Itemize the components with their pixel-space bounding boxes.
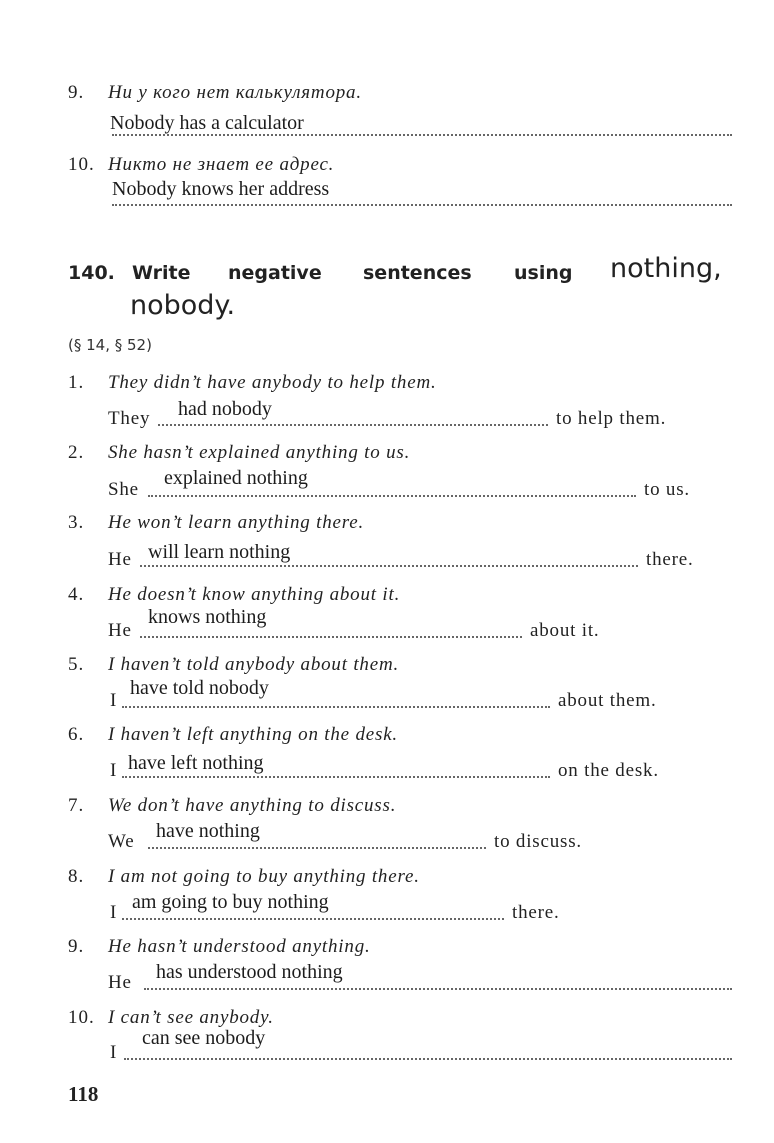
item-6-lead: I [110,760,118,781]
page-number: 118 [68,1082,99,1106]
item-2-dotted-line [148,495,636,497]
item-5-prompt: I haven’t told anybody about them. [108,654,400,675]
item-10-prompt: I can’t see anybody. [108,1007,274,1028]
item-8-prompt: I am not going to buy anything there. [108,866,420,887]
item-9-answer: has understood nothing [156,961,343,983]
item-4-dotted-line [140,636,522,638]
item-9-number: 9. [68,936,85,957]
item-3-answer: will learn nothing [148,541,291,563]
top-item-10-answer-line [112,204,732,206]
item-2-lead: She [108,479,139,500]
item-9-lead: He [108,972,132,993]
item-6-number: 6. [68,724,85,745]
item-6-answer: have left nothing [128,752,264,774]
item-5-dotted-line [122,706,550,708]
item-5-trail: about them. [558,690,657,711]
item-9-prompt: He hasn’t understood anything. [108,936,371,957]
item-10-number: 10. [68,1007,95,1028]
item-1-trail: to help them. [556,408,667,429]
item-7-number: 7. [68,795,85,816]
item-8-dotted-line [122,918,504,920]
item-4-trail: about it. [530,620,600,641]
keywords-line-1: nothing, [610,253,722,284]
top-item-9-prompt: Ни у кого нет калькулятора. [108,82,362,103]
item-2-number: 2. [68,442,85,463]
item-2-answer: explained nothing [164,467,308,489]
item-6-prompt: I haven’t left anything on the desk. [108,724,398,745]
top-item-9-answer: Nobody has a calculator [110,112,304,134]
item-7-trail: to discuss. [494,831,582,852]
item-1-number: 1. [68,372,85,393]
top-item-10-answer: Nobody knows her address [112,178,330,200]
item-9-dotted-line [144,988,732,990]
item-7-prompt: We don’t have anything to discuss. [108,795,397,816]
instruction-word-sentences: sentences [363,262,472,284]
item-5-lead: I [110,690,118,711]
grammar-references: (§ 14, § 52) [68,336,152,354]
item-4-number: 4. [68,584,85,605]
instruction-word-negative: negative [228,262,322,284]
item-1-lead: They [108,408,151,429]
keywords-line-2: nobody. [130,290,236,321]
item-6-dotted-line [122,776,550,778]
item-3-number: 3. [68,512,85,533]
instruction-word-using: using [514,262,573,284]
item-8-number: 8. [68,866,85,887]
item-2-trail: to us. [644,479,690,500]
item-7-lead: We [108,831,135,852]
item-1-dotted-line [158,424,548,426]
item-5-number: 5. [68,654,85,675]
instruction-word-write: Write [132,262,191,284]
item-5-answer: have told nobody [130,677,269,699]
top-item-9-answer-line [112,134,732,136]
item-4-lead: He [108,620,132,641]
item-3-trail: there. [646,549,694,570]
item-3-prompt: He won’t learn anything there. [108,512,365,533]
top-item-10-prompt: Никто не знает ее адрес. [108,154,335,175]
item-3-lead: He [108,549,132,570]
top-item-10-number: 10. [68,154,95,175]
item-6-trail: on the desk. [558,760,659,781]
top-item-9-number: 9. [68,82,85,103]
item-4-answer: knows nothing [148,606,267,628]
item-10-dotted-line [124,1058,732,1060]
item-10-lead: I [110,1042,118,1063]
item-1-answer: had nobody [178,398,272,420]
item-10-answer: can see nobody [142,1027,266,1049]
exercise-number: 140. [68,262,115,284]
item-8-answer: am going to buy nothing [132,891,329,913]
item-8-lead: I [110,902,118,923]
item-8-trail: there. [512,902,560,923]
item-3-dotted-line [140,565,638,567]
item-2-prompt: She hasn’t explained anything to us. [108,442,411,463]
item-4-prompt: He doesn’t know anything about it. [108,584,401,605]
item-7-dotted-line [148,847,486,849]
item-7-answer: have nothing [156,820,260,842]
item-1-prompt: They didn’t have anybody to help them. [108,372,437,393]
